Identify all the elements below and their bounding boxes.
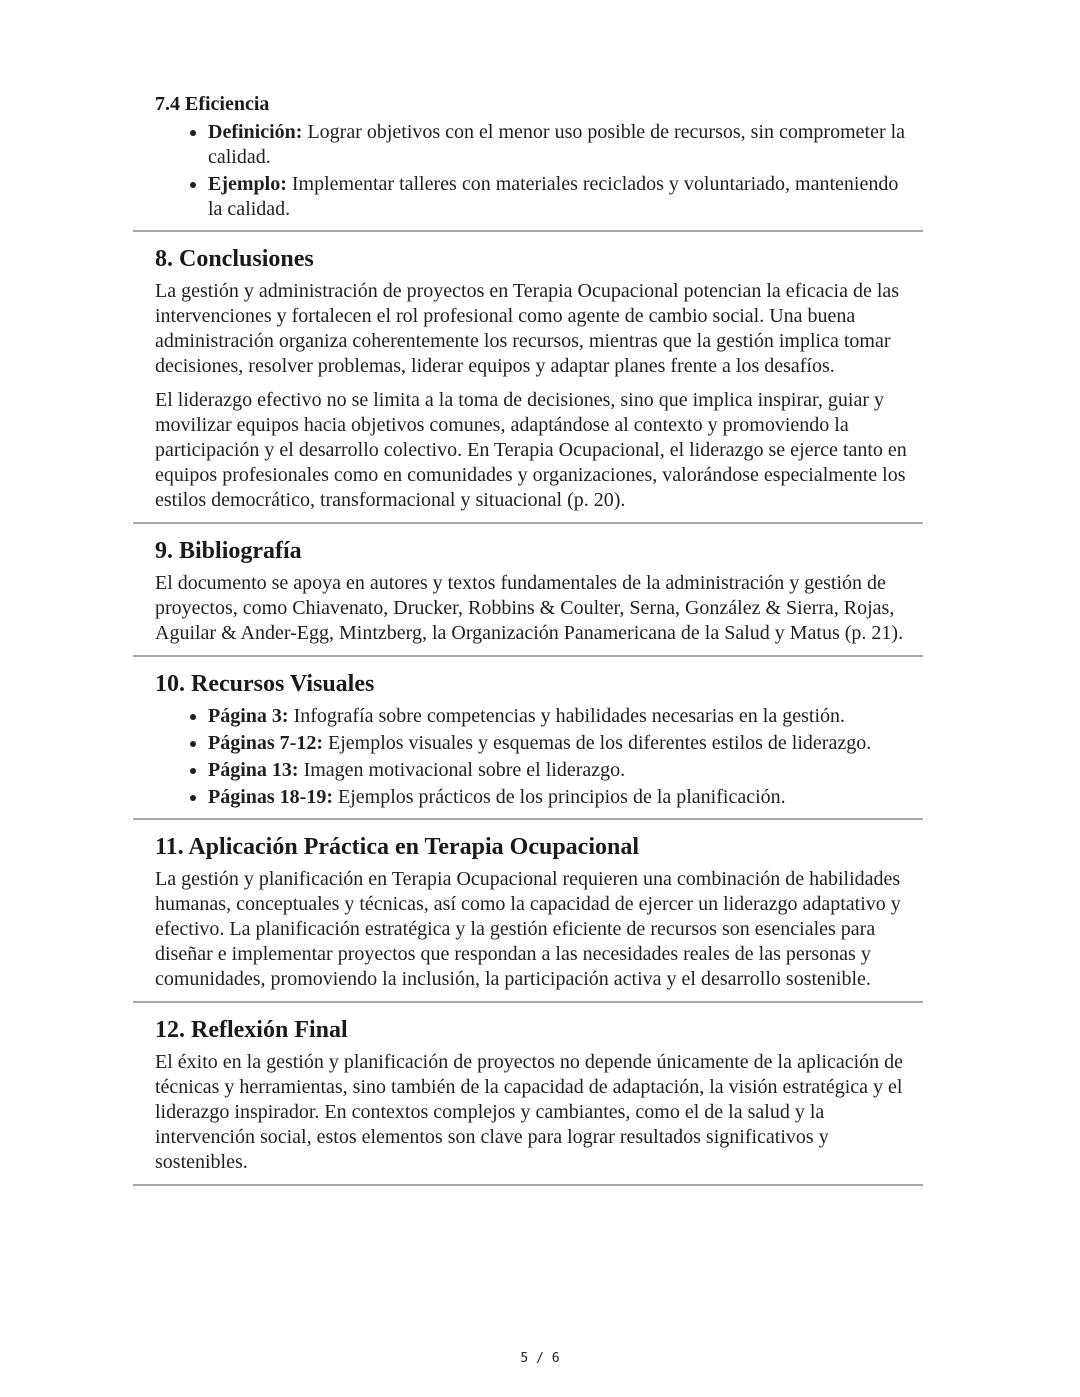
list-item <box>208 758 915 783</box>
section-7-4-list <box>155 120 915 222</box>
list-item-label: Página 3: <box>208 705 289 727</box>
paragraph: El éxito en la gestión y planificación de proyectos no depende únicamente de la aplicación de técnicas y herramientas, sino también de la capacidad de adaptación, la visión estratégica y el liderazgo inspirador. En contextos complejos y cambiantes, como el de la salud y la intervención social, estos elementos son clave para lograr resultados significativos y sostenibles. <box>155 1051 904 1173</box>
section-10-heading: 10. Recursos Visuales <box>155 671 375 697</box>
section-divider <box>133 1001 923 1003</box>
list-item-text: Implementar talleres con materiales reciclados y voluntariado, manteniendo la calidad. <box>208 173 899 220</box>
list-item-text: Ejemplos visuales y esquemas de los diferentes estilos de liderazgo. <box>323 732 872 754</box>
list-item <box>208 731 915 756</box>
paragraph: La gestión y planificación en Terapia Ocupacional requieren una combinación de habilidades humanas, conceptuales y técnicas, así como la capacidad de ejercer un liderazgo adaptativo y efectivo. La planificación estratégica y la gestión eficiente de recursos son esenciales para diseñar e implementar proyectos que respondan a las necesidades reales de las personas y comunidades, promoviendo la inclusión, la participación activa y el desarrollo sostenible. <box>155 868 901 990</box>
list-item <box>208 120 915 170</box>
section-8-heading: 8. Conclusiones <box>155 246 314 272</box>
list-item-label: Ejemplo: <box>208 173 287 195</box>
section-divider <box>133 818 923 820</box>
list-item-text: Infografía sobre competencias y habilidades necesarias en la gestión. <box>288 705 846 727</box>
list-item-label: Páginas 18-19: <box>208 786 333 808</box>
list-item-label: Páginas 7-12: <box>208 732 323 754</box>
list-item-label: Definición: <box>208 121 303 143</box>
page-number: 5 / 6 <box>520 1351 560 1366</box>
paragraph: El documento se apoya en autores y textos fundamentales de la administración y gestión de proyectos, como Chiavenato, Drucker, Robbins & Coulter, Serna, González & Sierra, Rojas, Aguilar & Ander-Egg, Mintzberg, la Organización Panamericana de la Salud y Matus (p. 21). <box>155 572 904 644</box>
section-divider <box>133 230 923 232</box>
section-divider <box>133 655 923 657</box>
paragraph: La gestión y administración de proyectos en Terapia Ocupacional potencian la eficacia de las intervenciones y fortalecen el rol profesional como agente de cambio social. Una buena administración organiza coherentemente los recursos, mientras que la gestión implica tomar decisiones, resolver problemas, liderar equipos y adaptar planes frente a los desafíos. <box>155 280 900 377</box>
paragraph: El liderazgo efectivo no se limita a la toma de decisiones, sino que implica inspirar, guiar y movilizar equipos hacia objetivos comunes, adaptándose al contexto y promoviendo la participación y el desarrollo colectivo. En Terapia Ocupacional, el liderazgo se ejerce tanto en equipos profesionales como en comunidades y organizaciones, valorándose especialmente los estilos democrático, transformacional y situacional (p. 20). <box>155 389 907 511</box>
document-page-content <box>133 92 923 1198</box>
list-item <box>208 172 915 222</box>
section-7-4-heading: 7.4 Eficiencia <box>155 93 270 115</box>
list-item-label: Página 13: <box>208 759 299 781</box>
list-item-text: Lograr objetivos con el menor uso posible de recursos, sin comprometer la calidad. <box>208 121 906 168</box>
section-10-list <box>155 704 915 810</box>
list-item <box>208 785 915 810</box>
section-11-heading: 11. Aplicación Práctica en Terapia Ocupacional <box>155 834 640 860</box>
section-12-heading: 12. Reflexión Final <box>155 1017 348 1043</box>
list-item-text: Ejemplos prácticos de los principios de la planificación. <box>333 786 786 808</box>
section-divider <box>133 1184 923 1186</box>
section-divider <box>133 522 923 524</box>
list-item <box>208 704 915 729</box>
list-item-text: Imagen motivacional sobre el liderazgo. <box>298 759 626 781</box>
section-9-heading: 9. Bibliografía <box>155 538 302 564</box>
